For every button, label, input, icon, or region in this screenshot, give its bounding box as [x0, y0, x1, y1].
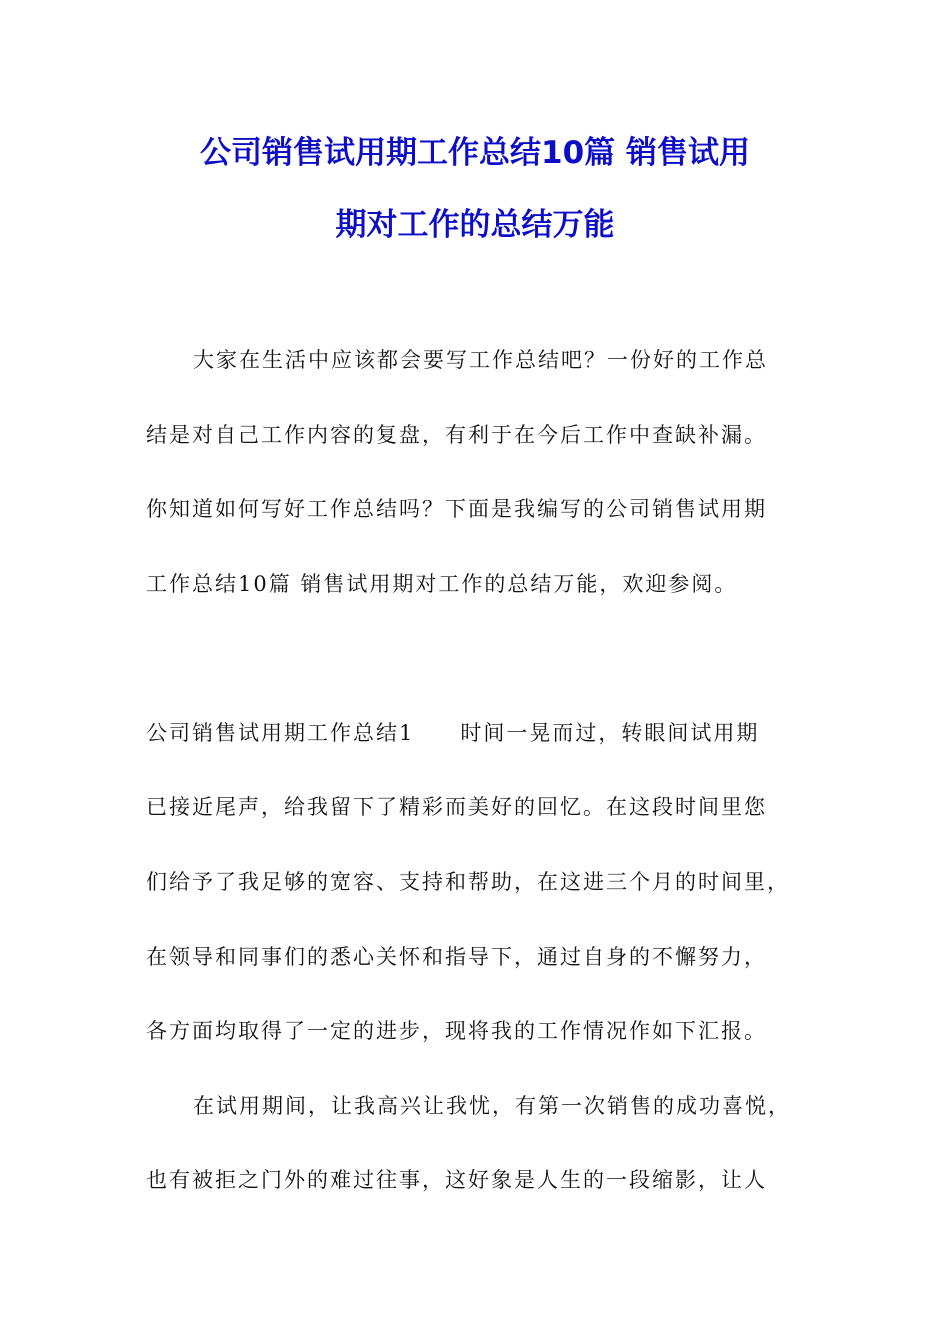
- document-title-line-1: 公司销售试用期工作总结10篇 销售试用: [200, 135, 750, 171]
- intro-paragraph-line: 大家在生活中应该都会要写工作总结吧？一份好的工作总: [193, 348, 768, 372]
- intro-paragraph-line: 你知道如何写好工作总结吗？下面是我编写的公司销售试用期: [146, 497, 767, 521]
- intro-paragraph-line: 工作总结10篇 销售试用期对工作的总结万能，欢迎参阅。: [146, 572, 738, 596]
- section-1-line: 在领导和同事们的悉心关怀和指导下，通过自身的不懈努力，: [146, 945, 767, 969]
- document-title-line-2: 期对工作的总结万能: [335, 207, 615, 243]
- section-1-line: 已接近尾声，给我留下了精彩而美好的回忆。在这段时间里您: [146, 795, 767, 819]
- paragraph-line: 也有被拒之门外的难过往事，这好象是人生的一段缩影，让人: [146, 1168, 767, 1192]
- section-1-line: 公司销售试用期工作总结1 时间一晃而过，转眼间试用期: [146, 721, 760, 745]
- intro-paragraph-line: 结是对自己工作内容的复盘，有利于在今后工作中查缺补漏。: [146, 423, 767, 447]
- section-1-line: 各方面均取得了一定的进步，现将我的工作情况作如下汇报。: [146, 1019, 767, 1043]
- section-1-line: 们给予了我足够的宽容、支持和帮助，在这进三个月的时间里，: [146, 870, 790, 894]
- paragraph-line: 在试用期间，让我高兴让我忧，有第一次销售的成功喜悦，: [193, 1094, 791, 1118]
